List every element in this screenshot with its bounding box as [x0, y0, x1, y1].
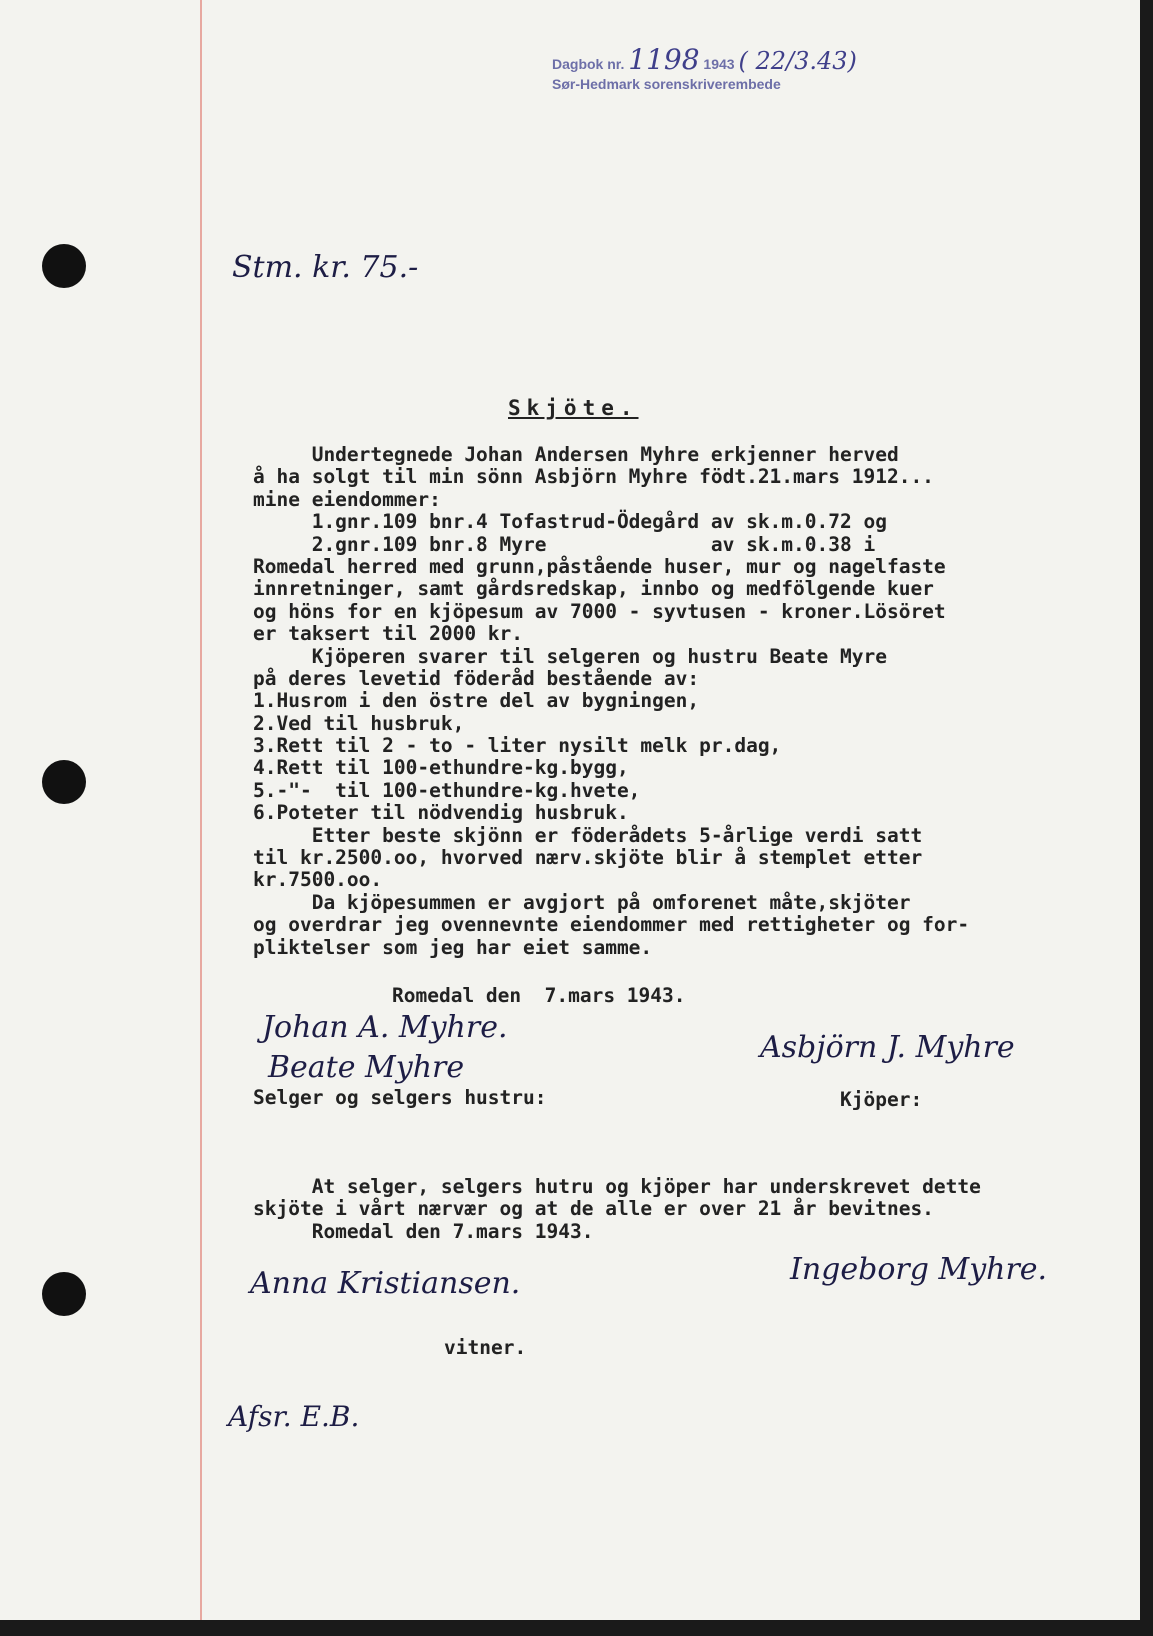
- body-line: mine eiendommer:: [253, 487, 441, 511]
- signature-witness-2: Ingeborg Myhre.: [790, 1252, 1048, 1287]
- body-line: innretninger, samt gårdsredskap, innbo og medfölgende kuer: [253, 577, 934, 601]
- body-line: og overdrar jeg ovennevnte eiendommer med rettigheter og for-: [253, 913, 970, 937]
- body-line: 1.Husrom i den östre del av bygningen,: [253, 689, 700, 713]
- body-line: 3.Rett til 2 - to - liter nysilt melk pr.dag,: [253, 734, 782, 758]
- body-line: 5.-"- til 100-ethundre-kg.hvete,: [253, 778, 641, 802]
- initials-note: Afsr. E.B.: [228, 1400, 360, 1433]
- body-line: på deres levetid föderåd bestående av:: [253, 666, 700, 690]
- document-title: Skjöte.: [508, 396, 639, 420]
- witness-line: At selger, selgers hutru og kjöper har underskrevet dette: [253, 1175, 981, 1198]
- diary-stamp: [552, 43, 857, 94]
- witnesses-label: vitner.: [444, 1336, 527, 1359]
- body-line: Romedal herred med grunn,påstående huser, mur og nagelfaste: [253, 554, 946, 578]
- body-line: Kjöperen svarer til selgeren og hustru Beate Myre: [253, 644, 887, 668]
- witness-statement: [253, 1176, 1093, 1243]
- signature-seller: Johan A. Myhre.: [262, 1010, 508, 1045]
- witness-line: skjöte i vårt nærvær og at de alle er over 21 år bevitnes.: [253, 1197, 934, 1221]
- signature-buyer: Asbjörn J. Myhre: [760, 1030, 1015, 1065]
- stamp-year: 1943: [703, 56, 735, 72]
- punch-hole: [42, 1272, 86, 1316]
- signature-seller-wife: Beate Myhre: [268, 1050, 465, 1085]
- punch-hole: [42, 244, 86, 288]
- sellers-label: Selger og selgers hustru:: [253, 1086, 547, 1109]
- body-line: til kr.2500.oo, hvorved nærv.skjöte blir å stemplet etter: [253, 846, 923, 870]
- witness-line: Romedal den 7.mars 1943.: [253, 1219, 594, 1243]
- body-line: 6.Poteter til nödvendig husbruk.: [253, 801, 629, 825]
- margin-line: [200, 0, 202, 1620]
- document-body: [253, 444, 1093, 959]
- body-line: 1.gnr.109 bnr.4 Tofastrud-Ödegård av sk.m.0.72 og: [253, 510, 887, 534]
- body-line: 4.Rett til 100-ethundre-kg.bygg,: [253, 756, 629, 780]
- body-line: Undertegnede Johan Andersen Myhre erkjenner herved: [253, 443, 899, 466]
- punch-hole: [42, 760, 86, 804]
- body-line: 2.gnr.109 bnr.8 Myre av sk.m.0.38 i: [253, 532, 876, 556]
- stamp-office: Sør-Hedmark sorenskriverembede: [552, 76, 781, 92]
- body-line: og höns for en kjöpesum av 7000 - syvtusen - kroner.Lösöret: [253, 599, 946, 623]
- body-line: å ha solgt til min sönn Asbjörn Myhre födt.21.mars 1912...: [253, 465, 934, 489]
- body-line: er taksert til 2000 kr.: [253, 622, 524, 646]
- place-date: Romedal den 7.mars 1943.: [392, 984, 686, 1007]
- body-line: 2.Ved til husbruk,: [253, 711, 465, 735]
- body-line: pliktelser som jeg har eiet samme.: [253, 935, 653, 959]
- stamp-prefix: Dagbok nr.: [552, 56, 625, 72]
- stamp-number: 1198: [628, 43, 700, 76]
- body-line: Etter beste skjönn er föderådets 5-årlige verdi satt: [253, 823, 923, 847]
- body-line: Da kjöpesummen er avgjort på omforenet måte,skjöter: [253, 890, 911, 914]
- buyer-label: Kjöper:: [840, 1088, 923, 1111]
- stamp-date-note: ( 22/3.43): [738, 47, 857, 75]
- body-line: kr.7500.oo.: [253, 868, 383, 892]
- margin-note: Stm. kr. 75.-: [232, 250, 419, 285]
- signature-witness-1: Anna Kristiansen.: [250, 1266, 521, 1301]
